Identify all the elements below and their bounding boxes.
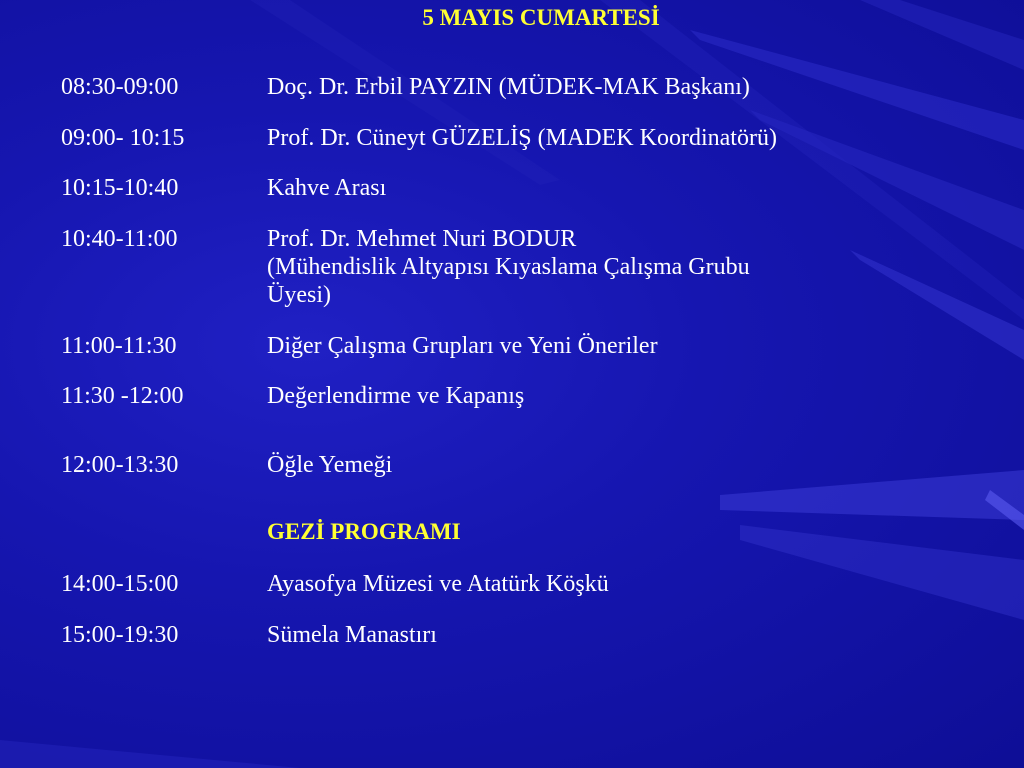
session-description [267,225,887,309]
session-line: Diğer Çalışma Grupları ve Yeni Öneriler [267,333,658,359]
trip-line: Ayasofya Müzesi ve Atatürk Köşkü [267,571,609,597]
time-slot: 12:00-13:30 [61,452,179,478]
section-title: GEZİ PROGRAMI [267,519,461,544]
trip-description [267,621,887,649]
time-slot: 11:30 -12:00 [61,383,184,409]
session-description [267,382,887,410]
time-slot: 10:40-11:00 [61,226,178,252]
session-description [267,451,887,479]
session-line: Doç. Dr. Erbil PAYZIN (MÜDEK-MAK Başkanı) [267,74,750,100]
session-line: (Mühendislik Altyapısı Kıyaslama Çalışma Grubu [267,254,750,280]
trip-line: Sümela Manastırı [267,622,437,648]
time-slot: 14:00-15:00 [61,571,179,597]
trip-description [267,570,887,598]
session-description [267,73,887,101]
time-slot: 10:15-10:40 [61,175,179,201]
session-line: Üyesi) [267,282,331,308]
time-slot: 11:00-11:30 [61,333,177,359]
time-slot: 15:00-19:30 [61,622,179,648]
session-description [267,124,887,152]
session-line: Kahve Arası [267,175,387,201]
session-line: Prof. Dr. Mehmet Nuri BODUR [267,226,577,252]
session-description [267,332,887,360]
time-slot: 09:00- 10:15 [61,125,185,151]
session-description [267,174,887,202]
page-title: 5 MAYIS CUMARTESİ [422,5,660,30]
session-line: Prof. Dr. Cüneyt GÜZELİŞ (MADEK Koordinatörü) [267,125,777,151]
session-line: Değerlendirme ve Kapanış [267,383,525,409]
time-slot: 08:30-09:00 [61,74,179,100]
session-line: Öğle Yemeği [267,452,393,478]
